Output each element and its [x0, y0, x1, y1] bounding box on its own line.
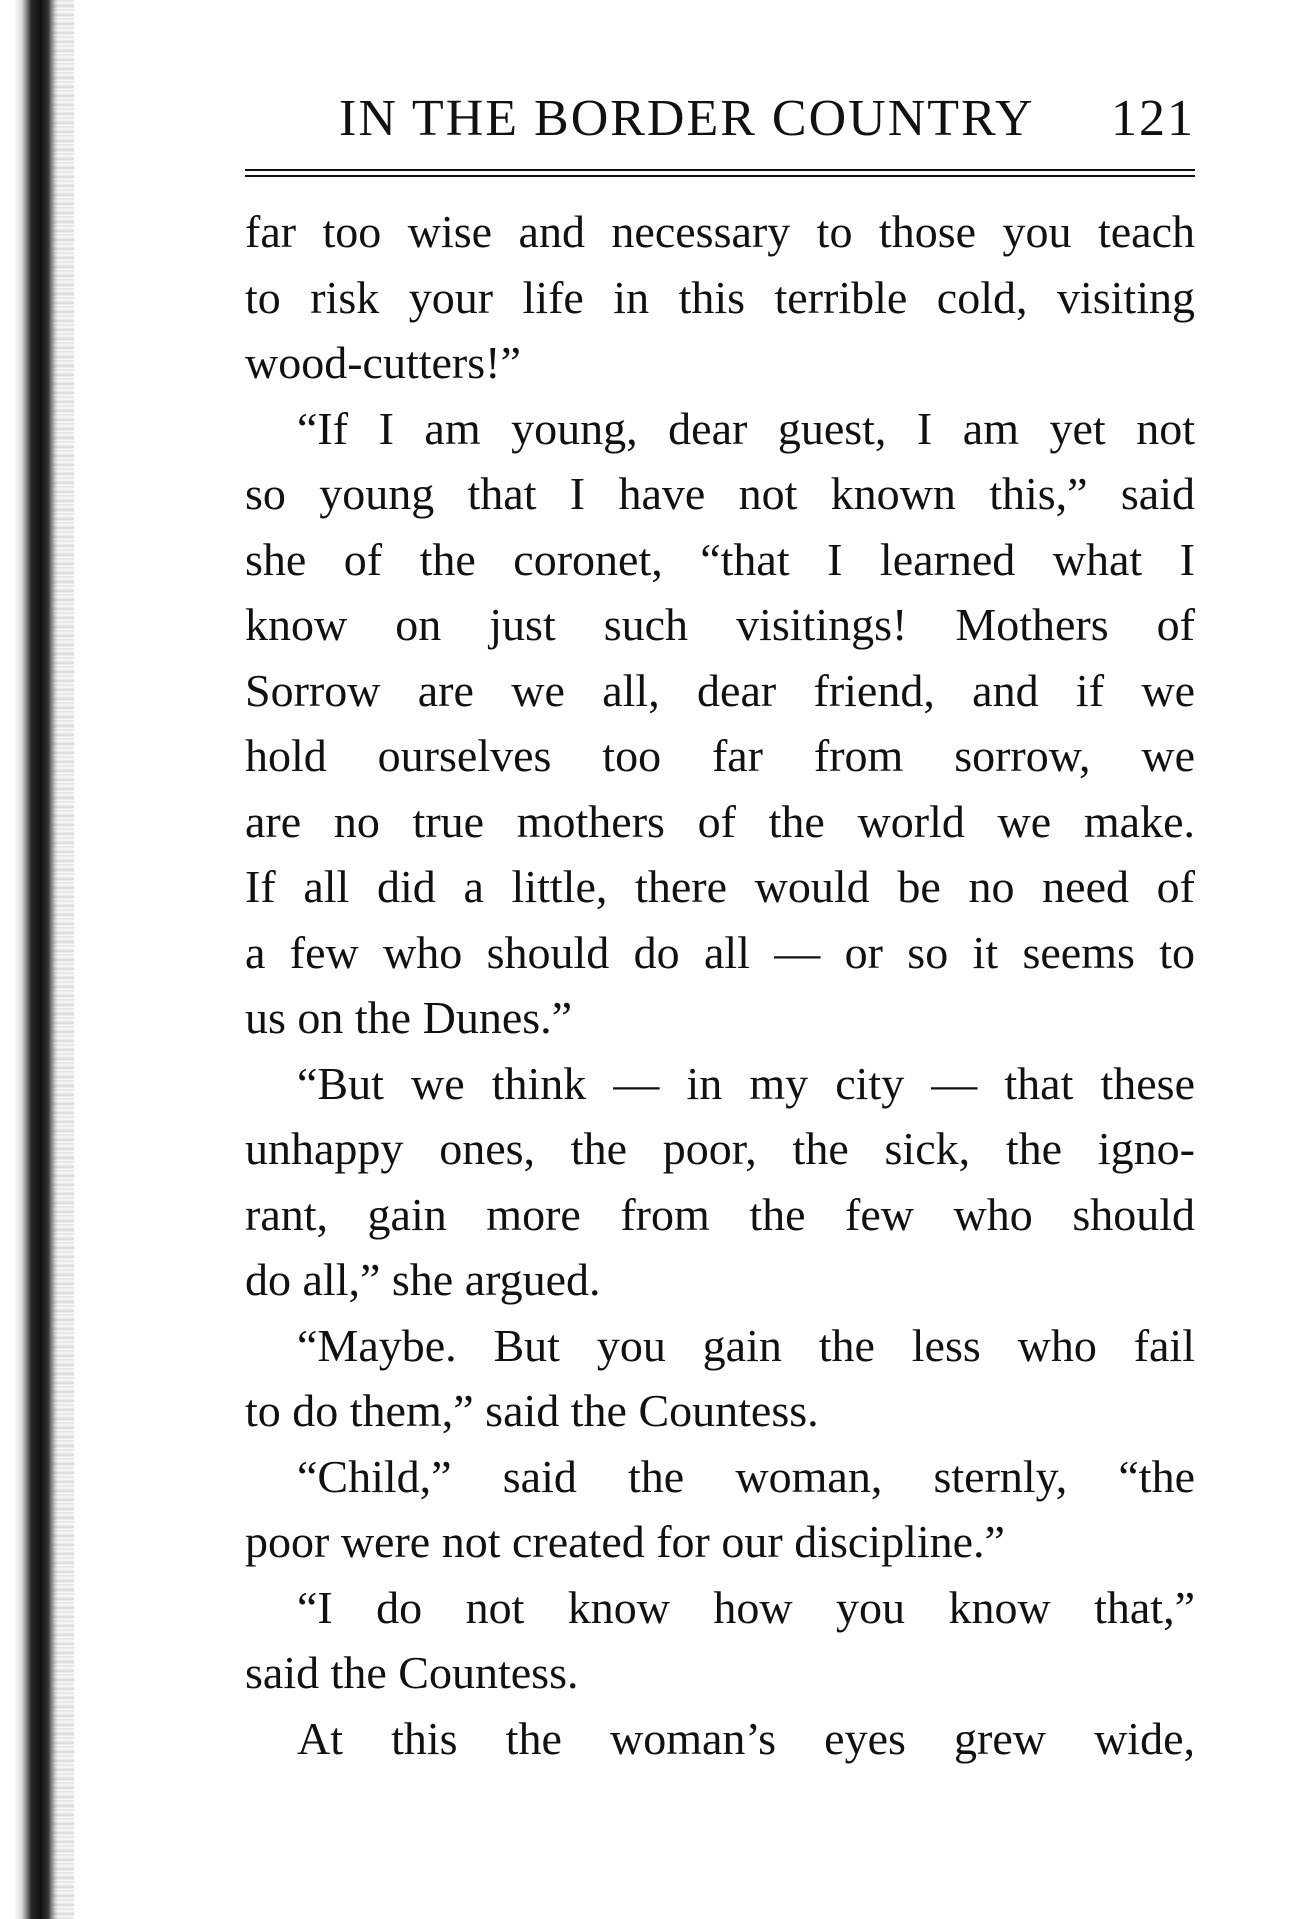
text-line: she of the coronet, “that I learned what I — [245, 533, 1195, 585]
text-line: know on just such visitings! Mothers of — [245, 599, 1195, 651]
book-page — [245, 90, 1195, 1771]
text-line: far too wise and necessary to those you teach — [245, 206, 1195, 258]
text-line: unhappy ones, the poor, the sick, the igno- — [245, 1123, 1195, 1175]
text-line: are no true mothers of the world we make. — [245, 795, 1195, 847]
page-number: 121 — [1111, 90, 1195, 147]
text-line: so young that I have not known this,” said — [245, 468, 1195, 520]
text-line: “I do not know how you know that,” — [297, 1581, 1195, 1633]
text-line: “Maybe. But you gain the less who fail — [297, 1319, 1195, 1371]
text-line: rant, gain more from the few who should — [245, 1188, 1195, 1240]
header-double-rule — [245, 169, 1195, 177]
text-line: do all,” she argued. — [245, 1254, 601, 1306]
text-line: hold ourselves too far from sorrow, we — [245, 730, 1195, 782]
text-line: a few who should do all — or so it seems to — [245, 926, 1195, 978]
text-line: “But we think — in my city — that these — [297, 1057, 1195, 1109]
text-line: “Child,” said the woman, sternly, “the — [297, 1450, 1195, 1502]
text-line: wood-cutters!” — [245, 337, 521, 389]
text-line: “If I am young, dear guest, I am yet not — [297, 402, 1195, 454]
body-text — [245, 199, 1195, 1771]
running-head-title: IN THE BORDER COUNTRY — [339, 90, 1035, 147]
text-line: At this the woman’s eyes grew wide, — [297, 1712, 1195, 1764]
text-line: said the Countess. — [245, 1647, 579, 1699]
running-head — [339, 90, 1195, 147]
book-gutter-texture — [52, 0, 74, 1919]
text-line: If all did a little, there would be no need of — [245, 861, 1195, 913]
text-line: to risk your life in this terrible cold, visiting — [245, 271, 1195, 323]
text-line: poor were not created for our discipline.” — [245, 1516, 1005, 1568]
text-line: Sorrow are we all, dear friend, and if we — [245, 664, 1195, 716]
text-line: to do them,” said the Countess. — [245, 1385, 819, 1437]
text-line: us on the Dunes.” — [245, 992, 573, 1044]
